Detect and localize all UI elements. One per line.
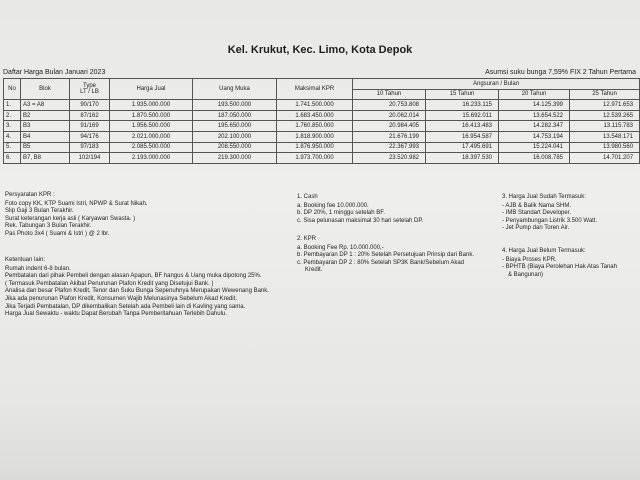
belum-termasuk-line: - BPHTB (Biaya Perolehan Hak Atas Tanah [502,264,617,271]
persyaratan-line: Foto copy KK, KTP Suami Istri, NPWP & Surat Nikah. [5,200,148,207]
cell-harga: 2.021.000.000 [110,131,193,142]
kpr-line: b. Pembayaran DP 1 : 20% Setelah Persetujuan Prinsip dari Bank. [297,252,474,259]
cell-10-tahun: 23.520.982 [353,153,426,164]
table-row [4,121,640,132]
cell-uang-muka: 187.050.000 [193,110,277,121]
cell-15-tahun: 16.233.115 [426,100,499,111]
header-20-tahun: 20 Tahun [499,89,570,100]
table-row [4,142,640,153]
table-row [4,100,640,111]
cell-uang-muka: 193.500.000 [193,100,277,111]
kpr-heading: 2. KPR [297,236,317,242]
cell-10-tahun: 20.062.014 [353,110,426,121]
kpr-section [297,236,497,275]
interest-rate-note: Asumsi suku bunga 7,59% FIX 2 Tahun Pertama [485,69,636,76]
cell-20-tahun: 14.125.399 [499,100,570,111]
persyaratan-heading: Persyaratan KPR : [5,192,55,198]
cell-type: 94/176 [70,131,110,142]
cell-20-tahun: 16.008.785 [499,153,570,164]
belum-termasuk-line: & Bangunan) [508,271,544,278]
cell-type: 91/169 [70,121,110,132]
header-uang-muka: Uang Muka [193,79,277,100]
cell-uang-muka: 195.650.000 [193,121,277,132]
belum-termasuk-section [502,248,638,279]
cell-blok: B5 [21,142,70,153]
cell-15-tahun: 16.954.587 [426,131,499,142]
ketentuan-line: Harga Jual Sewaktu - waktu Dapat Berubah Tanpa Pemberitahuan Terlebih Dahulu. [5,311,227,318]
cell-15-tahun: 17.495.691 [426,142,499,153]
header-harga: Harga Jual [110,79,193,100]
cell-20-tahun: 14.282.347 [499,121,570,132]
cell-harga: 1.935.000.000 [110,100,193,111]
termasuk-section [502,194,638,233]
paper-shadow [0,400,640,480]
header-type [70,79,110,100]
cash-line: b. DP 20%, 1 minggu setelah BF. [297,210,385,217]
cell-25-tahun: 12.539.265 [570,110,640,121]
cell-kpr: 1.741.500.000 [277,100,353,111]
cell-type: 87/162 [70,110,110,121]
ketentuan-line: Jika Terjadi Pembatalan, DP dikembalikan Setelah ada Pembeli lain di Kavling yang sama. [5,303,246,310]
kpr-line: c. Pembayaran DP 2 : 80% Setelah SP3K Bank/Sebelum Akad [297,259,464,266]
header-angsuran: Angsuran / Bulan [353,79,640,90]
cell-no: 5. [4,142,21,153]
cell-harga: 1.956.500.000 [110,121,193,132]
cell-25-tahun: 13.980.560 [570,142,640,153]
cell-kpr: 1.973.700.000 [277,153,353,164]
ketentuan-line: ( Termasuk Pembatalan Akibat Penurunan Plafon Kredit yang Disetujui Bank. ) [5,280,214,287]
cell-no: 6. [4,153,21,164]
cell-no: 3. [4,121,21,132]
kpr-line: a. Booking Fee Rp. 10.000.000,- [297,244,384,251]
header-blok: Blok [21,79,70,100]
cell-blok: B7, B8 [21,153,70,164]
cell-blok: B2 [21,110,70,121]
cell-15-tahun: 15.692.011 [426,110,499,121]
cell-25-tahun: 13.548.171 [570,131,640,142]
cell-20-tahun: 14.753.194 [499,131,570,142]
persyaratan-line: Rek. Tabungan 3 Bulan Terakhir. [5,223,92,230]
ketentuan-section [5,257,295,319]
cell-type: 97/183 [70,142,110,153]
belum-termasuk-heading: 4. Harga Jual Belum Termasuk: [502,248,586,254]
persyaratan-section [5,192,290,239]
cell-type: 102/194 [70,153,110,164]
price-table [3,78,640,164]
cell-10-tahun: 20.753.808 [353,100,426,111]
header-kpr: Maksimal KPR [277,79,353,100]
cash-line: c. Sisa pelunasan maksimal 30 hari setelah DP. [297,217,424,224]
table-row [4,153,640,164]
header-no: No [4,79,21,100]
belum-termasuk-line: - Biaya Proses KPR. [502,256,557,263]
cell-blok: B3 [21,121,70,132]
persyaratan-line: Surat keterangan kerja asli ( Karyawan Swasta. ) [5,215,136,222]
cell-25-tahun: 13.115.783 [570,121,640,132]
header-10-tahun: 10 Tahun [353,89,426,100]
cell-kpr: 1.818.900.000 [277,131,353,142]
header-25-tahun: 25 Tahun [570,89,640,100]
kpr-line: Kredit. [305,267,323,274]
termasuk-line: - IMB Standart Developer. [502,210,572,217]
termasuk-line: - AJB & Balik Nama SHM. [502,202,572,209]
page-title: Kel. Krukut, Kec. Limo, Kota Depok [227,44,413,56]
header-15-tahun: 15 Tahun [426,89,499,100]
cell-kpr: 1.760.850.000 [277,121,353,132]
cell-no: 4. [4,131,21,142]
persyaratan-line: Pas Photo 3x4 ( Suami & Istri ) @ 2 lbr. [5,230,110,237]
ketentuan-line: Rumah indent 6-8 bulan. [5,265,71,272]
cell-10-tahun: 21.676.199 [353,131,426,142]
cell-harga: 1.870.500.000 [110,110,193,121]
cell-10-tahun: 20.984.405 [353,121,426,132]
cell-harga: 2.085.500.000 [110,142,193,153]
termasuk-heading: 3. Harga Jual Sudah Termasuk: [502,194,586,200]
cell-harga: 2.193.000.000 [110,153,193,164]
cell-blok: B4 [21,131,70,142]
header-type-label: Type [82,83,96,90]
persyaratan-line: Slip Gaji 3 Bulan Terakhir. [5,208,74,215]
ketentuan-line: Jika ada penurunan Plafon Kredit, Konsumen Wajib Melunasinya Sebelum Akad Kredit. [5,295,237,302]
termasuk-line: - Penyambungan Listrik 3.500 Watt. [502,217,598,224]
cell-kpr: 1.876.950.000 [277,142,353,153]
cash-line: a. Booking fee 10.000.000. [297,202,369,209]
cell-uang-muka: 208.550.000 [193,142,277,153]
ketentuan-line: Analisa dan besar Plafon Kredit, Tenor dan Suku Bunga Sepenuhnya Merupakan Wewenang Bank. [5,288,269,295]
ketentuan-heading: Ketentuan lain: [5,257,46,263]
cell-10-tahun: 22.367.993 [353,142,426,153]
cash-section [297,194,487,225]
cell-25-tahun: 12.971.653 [570,100,640,111]
cell-15-tahun: 18.397.530 [426,153,499,164]
cell-20-tahun: 13.654.522 [499,110,570,121]
header-type-sub: LT / LB [80,89,99,96]
termasuk-line: - Jet Pump dan Toren Air. [502,225,570,232]
cell-kpr: 1.683.450.000 [277,110,353,121]
cell-no: 2. [4,110,21,121]
cell-25-tahun: 14.701.207 [570,153,640,164]
table-row [4,131,640,142]
cell-uang-muka: 219.300.000 [193,153,277,164]
table-row [4,110,640,121]
price-list-caption: Daftar Harga Bulan Januari 2023 [3,69,106,76]
ketentuan-line: Pembatalan dari pihak Pembeli dengan alasan Apapun, BF hangus & Uang muka dipotong 25%. [5,273,262,280]
cash-heading: 1. Cash [297,194,318,200]
cell-15-tahun: 16.413.483 [426,121,499,132]
cell-no: 1. [4,100,21,111]
cell-type: 90/170 [70,100,110,111]
cell-uang-muka: 202.100.000 [193,131,277,142]
cell-blok: A3 = A8 [21,100,70,111]
cell-20-tahun: 15.224.041 [499,142,570,153]
